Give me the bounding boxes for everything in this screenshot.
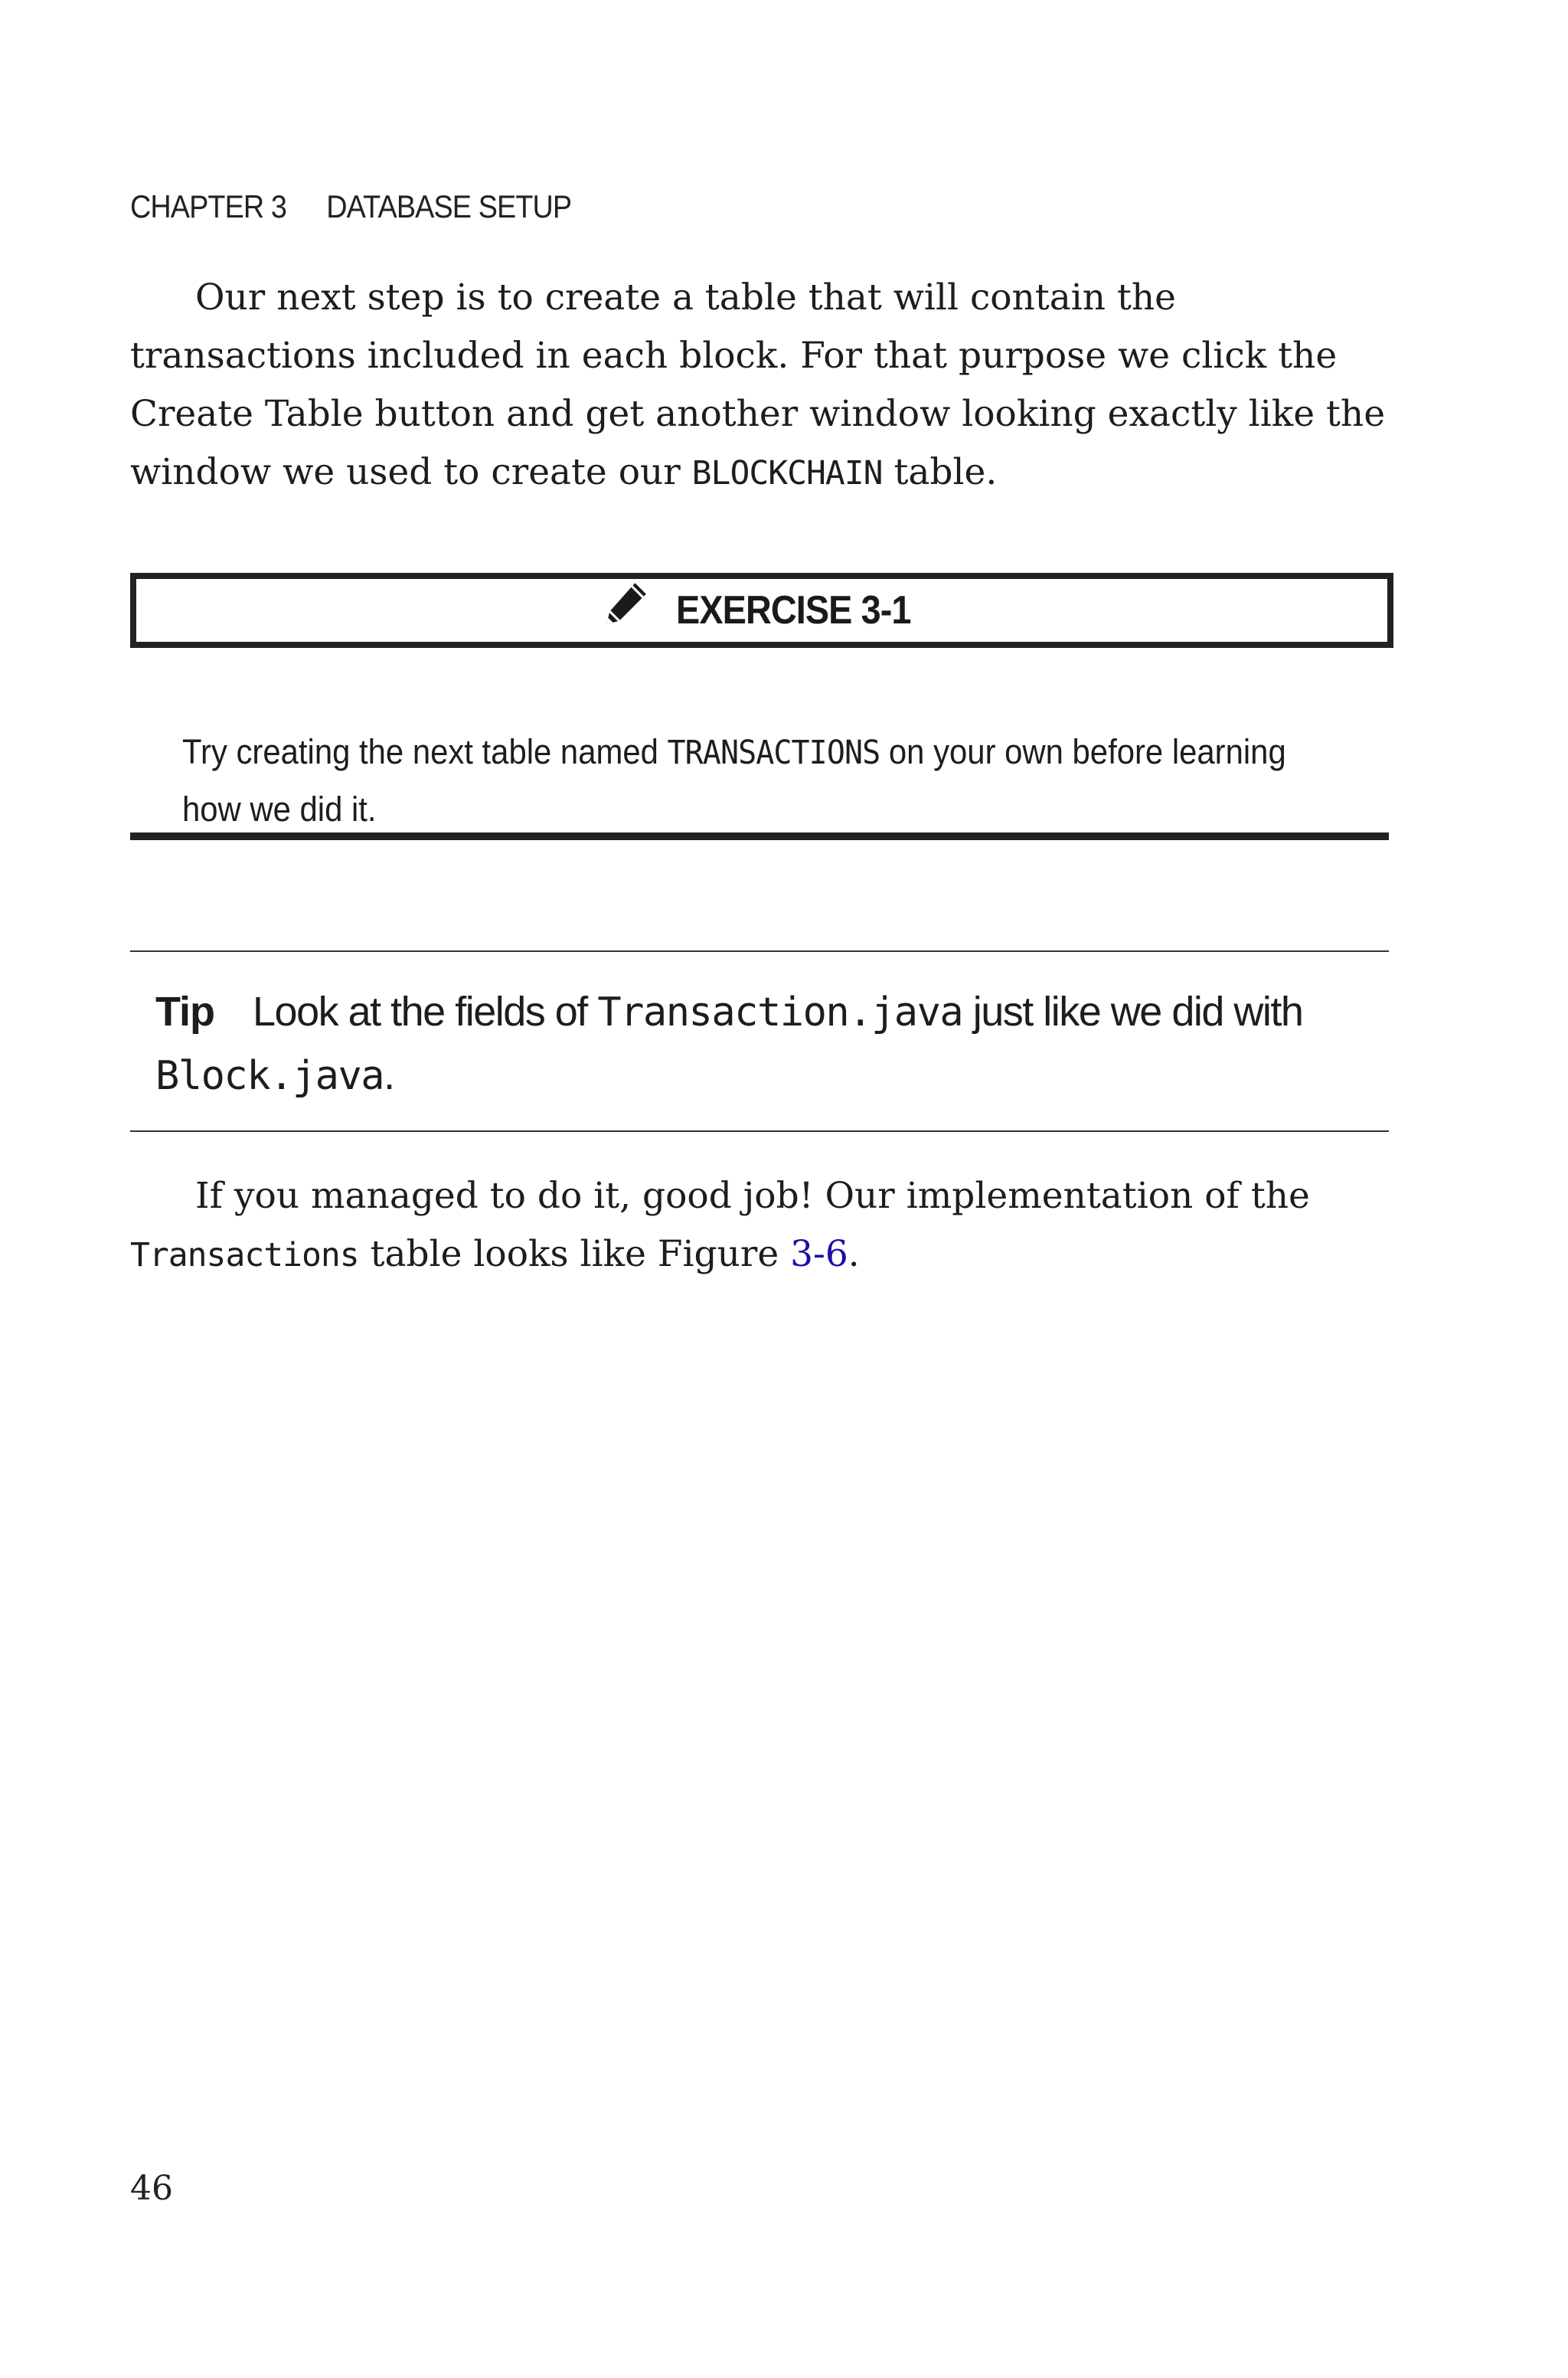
exercise-bottom-rule <box>130 832 1389 840</box>
tip-label: Tip <box>155 989 214 1035</box>
exercise-text: Try creating the next table named TRANSACTIONS on your own before learning how we did it. <box>182 732 1286 829</box>
inline-code: TRANSACTIONS <box>667 734 880 772</box>
exercise-header-box <box>130 573 1393 648</box>
page-number: 46 <box>130 2169 173 2208</box>
inline-code: Transactions <box>130 1236 359 1274</box>
running-header <box>130 188 571 225</box>
followup-paragraph: If you managed to do it, good job! Our implementation of the Transactions table looks like Figure 3-6. <box>130 1175 1310 1275</box>
intro-paragraph: Our next step is to create a table that will contain the transactions included in each block. For that purpose we click the Create Table button and get another window looking exactly like the window we used to create our BLOCKCHAIN table. <box>130 276 1386 493</box>
figure-link[interactable]: 3-6 <box>790 1233 848 1275</box>
tip-top-rule <box>130 950 1389 952</box>
chapter-title: DATABASE SETUP <box>326 188 572 224</box>
tip-bottom-rule <box>130 1130 1389 1132</box>
exercise-title: EXERCISE 3-1 <box>675 588 911 633</box>
inline-code: Transaction.java <box>597 989 963 1035</box>
inline-code: Block.java <box>155 1053 384 1099</box>
tip-box: Tip Look at the fields of Transaction.java just like we did with Block.java. <box>155 989 1303 1099</box>
inline-code: BLOCKCHAIN <box>691 454 883 492</box>
pencil-icon <box>600 578 651 629</box>
chapter-number: CHAPTER 3 <box>130 188 287 224</box>
